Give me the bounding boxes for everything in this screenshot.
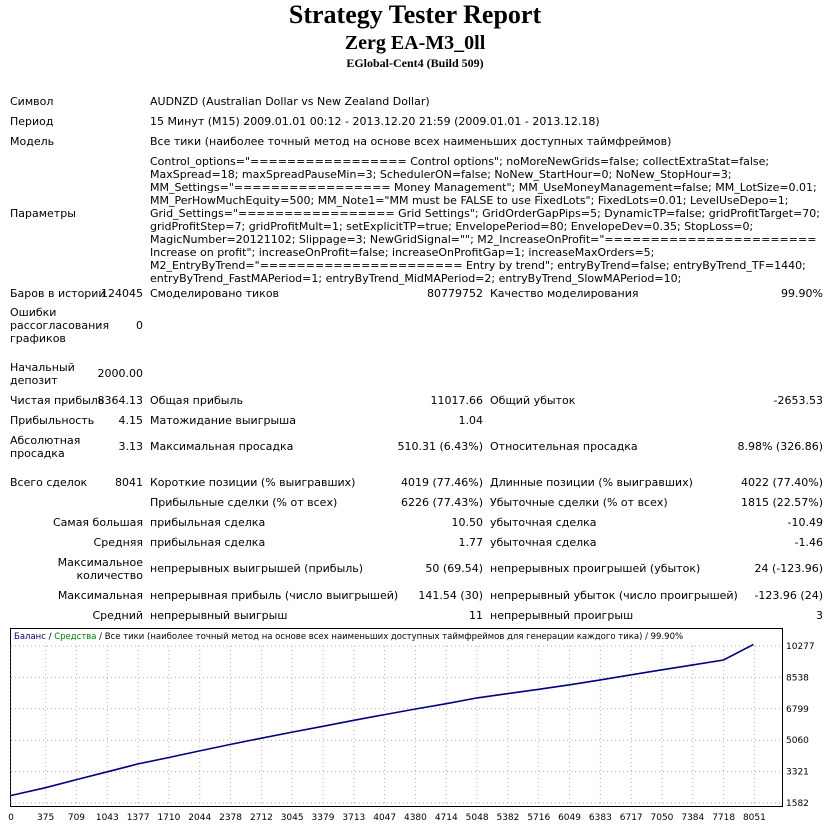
broker-build: EGlobal-Cent4 (Build 509) (346, 56, 484, 70)
quality-value: 99.90% (781, 287, 823, 300)
largest-label: Самая большая (52, 516, 143, 529)
bars-label: Баров в истории (10, 287, 106, 300)
x-tick-label: 4714 (434, 813, 458, 823)
average-label: Средняя (93, 536, 143, 549)
balance-chart (10, 628, 828, 825)
largest-loss-label: убыточная сделка (490, 516, 597, 529)
x-tick-label: 1377 (126, 813, 150, 823)
expert-name: Zerg EA-M3_0ll (344, 32, 486, 54)
consec-profit-value: 141.54 (30) (418, 589, 483, 602)
ticks-value: 80779752 (427, 287, 483, 300)
avg-loss-label: убыточная сделка (490, 536, 597, 549)
x-tick-label: 0 (8, 813, 14, 823)
x-tick-label: 2712 (249, 813, 273, 823)
consec-wins-label: непрерывных выигрышей (прибыль) (150, 562, 364, 575)
loss-trades-value: 1815 (22.57%) (740, 496, 823, 509)
ticks-label: Смоделировано тиков (150, 287, 280, 300)
x-tick-label: 375 (37, 813, 55, 823)
largest-loss-value: -10.49 (787, 516, 823, 529)
y-tick-label: 6799 (786, 704, 809, 715)
avg-profit-value: 1.77 (458, 536, 483, 549)
largest-profit-value: 10.50 (451, 516, 483, 529)
profit-factor-value: 4.15 (118, 414, 143, 427)
consec-loss-label: непрерывный убыток (число проигрышей) (490, 589, 738, 602)
x-tick-label: 1043 (95, 813, 119, 823)
max-count-label: Максимальное количество (57, 556, 143, 582)
x-tick-label: 2378 (219, 813, 243, 823)
y-tick-label: 1582 (786, 799, 809, 809)
x-tick-label: 8051 (742, 813, 766, 823)
long-positions-label: Длинные позиции (% выигравших) (490, 476, 693, 489)
average2-label: Средний (92, 609, 143, 622)
legend-balance: Баланс (14, 632, 46, 642)
y-tick-label: 10277 (786, 642, 815, 652)
x-tick-label: 5716 (527, 813, 551, 823)
x-tick-label: 7050 (650, 813, 674, 823)
x-tick-label: 7384 (681, 813, 705, 823)
x-tick-label: 3379 (311, 813, 335, 823)
gross-profit-value: 11017.66 (430, 394, 483, 407)
legend-separator: / (45, 632, 55, 642)
x-tick-label: 1710 (157, 813, 181, 823)
rel-drawdown-value: 8.98% (326.86) (737, 440, 823, 453)
x-tick-label: 4047 (373, 813, 397, 823)
x-tick-label: 5048 (465, 813, 489, 823)
abs-drawdown-label: Абсолютная просадка (10, 434, 81, 460)
short-positions-value: 4019 (77.46%) (400, 476, 483, 489)
long-positions-value: 4022 (77.40%) (740, 476, 823, 489)
x-tick-label: 7718 (712, 813, 736, 823)
consec-wins-value: 50 (69.54) (425, 562, 483, 575)
params-label: Параметры (10, 207, 76, 220)
largest-profit-label: прибыльная сделка (150, 516, 266, 529)
x-tick-label: 3713 (342, 813, 366, 823)
profit-trades-label: Прибыльные сделки (% от всех) (150, 496, 338, 509)
max-drawdown-value: 510.31 (6.43%) (397, 440, 483, 453)
max-drawdown-label: Максимальная просадка (150, 440, 294, 453)
profit-trades-value: 6226 (77.43%) (400, 496, 483, 509)
symbol-value: AUDNZD (Australian Dollar vs New Zealand Dollar) (150, 95, 430, 108)
avg-consec-loss-value: 3 (816, 609, 823, 622)
x-tick-label: 2044 (188, 813, 212, 823)
gross-profit-label: Общая прибыль (150, 394, 243, 407)
legend-equity: Средства (54, 632, 97, 642)
gross-loss-value: -2653.53 (773, 394, 823, 407)
gross-loss-label: Общий убыток (490, 394, 576, 407)
x-tick-label: 6049 (558, 813, 581, 823)
y-tick-label: 5060 (786, 736, 809, 747)
short-positions-label: Короткие позиции (% выигравших) (150, 476, 356, 489)
errors-label: Ошибки рассогласования графиков (10, 306, 110, 345)
max-label: Максимальная (57, 589, 143, 602)
abs-drawdown-value: 3.13 (118, 440, 143, 453)
x-tick-label: 6717 (619, 813, 643, 823)
chart-plot-frame (11, 629, 783, 807)
x-tick-label: 5382 (496, 813, 520, 823)
symbol-label: Символ (10, 95, 54, 108)
payoff-label: Матожидание выигрыша (150, 414, 296, 427)
y-tick-label: 8538 (786, 673, 809, 684)
loss-trades-label: Убыточные сделки (% от всех) (490, 496, 668, 509)
payoff-value: 1.04 (458, 414, 483, 427)
period-label: Период (10, 115, 54, 128)
consec-loss-value: -123.96 (24) (754, 589, 823, 602)
x-tick-label: 709 (67, 813, 86, 823)
deposit-value: 2000.00 (97, 367, 143, 380)
consec-losses-value: 24 (-123.96) (754, 562, 823, 575)
x-tick-label: 3045 (280, 813, 304, 823)
x-tick-label: 6383 (588, 813, 612, 823)
consec-profit-label: непрерывная прибыль (число выигрышей) (150, 589, 399, 602)
profit-factor-label: Прибыльность (10, 414, 95, 427)
bars-value: 124045 (101, 287, 143, 300)
avg-consec-loss-label: непрерывный проигрыш (490, 609, 634, 622)
avg-loss-value: -1.46 (794, 536, 823, 549)
net-profit-label: Чистая прибыль (10, 394, 105, 407)
consec-losses-label: непрерывных проигрышей (убыток) (490, 562, 701, 575)
legend-description: / Все тики (наиболее точный метод на основе всех наименьших доступных таймфреймов для генерации каждого тика) / 99.90% (96, 632, 684, 642)
params-value: Control_options="================= Control options"; noMoreNewGrids=false; collectExtraStat=false; MaxSpread=18; maxSpreadPauseMin=3; SchedulerON=false; NoNew_StartHour=0; NoNew_StopHour=3; MM_Settings="================= Money Management"; MM_UseMoneyManagement=false; MM_LotSize=0.01; MM_PerHowMuchEquity=500; MM_Note1="MM must be FALSE to use FixedLots"; FixedLots=0.01; LevelUseDepo=1; Grid_Settings="================= Grid Settings"; GridOrderGapPips=5; DynamicTP=false; gridProfitTarget=70; gridProfitStep=7; gridProfitMult=1; setExplicitTP=true; EnvelopePeriod=80; EnvelopeDev=0.35; StopLoss=0; MagicNumber=20121102; Slippage=3; NewGridSignal=""; M2_IncreaseOnProfit="======================= Increase on profit"; increaseOnProfit=false; increaseOnProfitGap=1; increaseMaxOrders=5; M2_EntryByTrend="====================== Entry by trend"; entryByTrend=false; entryByTrend_TF=1440; entryByTrend_FastMAPeriod=1; entryByTrend_MidMAPeriod=2; entryByTrend_SlowMAPeriod=10; (150, 155, 820, 285)
errors-value: 0 (136, 319, 143, 332)
x-tick-label: 4380 (403, 813, 427, 823)
total-trades-value: 8041 (115, 476, 143, 489)
avg-consec-win-value: 11 (469, 609, 483, 622)
net-profit-value: 8364.13 (97, 394, 143, 407)
total-trades-label: Всего сделок (10, 476, 88, 489)
model-label: Модель (10, 135, 55, 148)
chart-legend (14, 632, 683, 642)
period-value: 15 Минут (M15) 2009.01.01 00:12 - 2013.12.20 21:59 (2009.01.01 - 2013.12.18) (150, 115, 600, 128)
deposit-label: Начальный депозит (10, 361, 75, 387)
avg-consec-win-label: непрерывный выигрыш (150, 609, 288, 622)
avg-profit-label: прибыльная сделка (150, 536, 266, 549)
rel-drawdown-label: Относительная просадка (490, 440, 638, 453)
y-tick-label: 3321 (786, 767, 809, 778)
report-title: Strategy Tester Report (288, 0, 542, 29)
model-value: Все тики (наиболее точный метод на основе всех наименьших доступных таймфреймов) (150, 135, 672, 148)
quality-label: Качество моделирования (490, 287, 639, 300)
